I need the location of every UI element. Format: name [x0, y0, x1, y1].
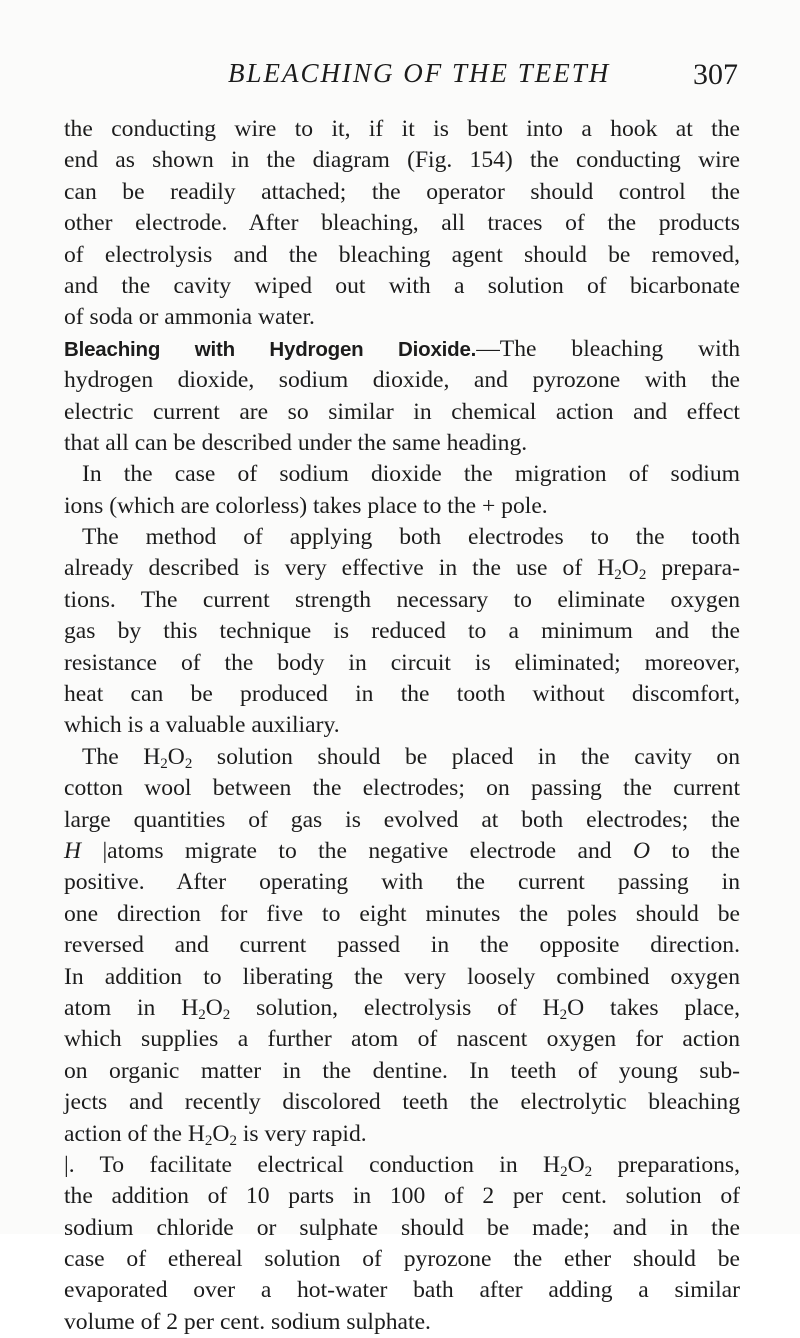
chem-formula-h2o2: $H_2O_2$ — [143, 743, 193, 772]
text-fragment: atom in — [64, 994, 156, 1021]
text-line: positive. After operating with the current passing in — [64, 869, 740, 896]
text-line — [64, 334, 740, 365]
section-heading: Bleaching with Hydrogen Dioxide. — [64, 337, 477, 361]
chem-formula-h2o2: $H_2O_2$ — [597, 555, 647, 584]
text-fragment: takes place, — [610, 994, 741, 1021]
text-line: The method of applying both electrodes to the tooth — [82, 524, 740, 551]
text-line: on organic matter in the dentine. In teeth of young sub- — [64, 1057, 740, 1084]
text-line — [64, 836, 740, 867]
text-line — [64, 1119, 740, 1150]
text-line: tions. The current strength necessary to eliminate oxygen — [64, 586, 740, 613]
text-line: cotton wool between the electrodes; on passing the current — [64, 775, 740, 802]
text-line: heat can be produced in the tooth without discomfort, — [64, 681, 740, 708]
text-line: gas by this technique is reduced to a minimum and the — [64, 618, 740, 645]
text-fragment: solution should be placed in the cavity on — [216, 743, 740, 770]
chem-formula-h2o2: $H_2O_2$ — [187, 1120, 237, 1149]
text-line: reversed and current passed in the opposite direction. — [64, 932, 740, 959]
page-number: 307 — [693, 58, 738, 91]
text-line — [64, 553, 740, 584]
chem-formula-h2o2: $H_2O_2$ — [543, 1151, 593, 1180]
text-line: one direction for five to eight minutes the poles should be — [64, 900, 740, 927]
text-line: hydrogen dioxide, sodium dioxide, and pyrozone with the — [64, 367, 740, 394]
text-line: that all can be described under the same heading. — [64, 429, 528, 456]
text-fragment: is very rapid. — [242, 1120, 367, 1147]
text-fragment: |. To facilitate electrical conduction in — [64, 1151, 518, 1178]
text-line: the addition of 10 parts in 100 of 2 per cent. solution of — [64, 1183, 740, 1210]
text-line — [64, 993, 740, 1024]
text-line: jects and recently discolored teeth the electrolytic bleaching — [64, 1089, 740, 1116]
text-line: of soda or ammonia water. — [64, 304, 315, 331]
text-line: case of ethereal solution of pyrozone the ether should be — [64, 1246, 740, 1273]
text-line: volume of 2 per cent. sodium sulphate. — [64, 1308, 431, 1335]
text-fragment: solution, electrolysis of — [256, 994, 517, 1021]
text-line: sodium chloride or sulphate should be made; and in the — [64, 1214, 740, 1241]
chem-formula-h2o2: $H_2O_2$ — [181, 994, 231, 1023]
text-line: In the case of sodium dioxide the migration of sodium — [82, 461, 740, 488]
text-fragment: to the — [671, 837, 741, 864]
text-line: large quantities of gas is evolved at both electrodes; the — [64, 806, 740, 833]
text-fragment: O — [632, 837, 651, 864]
text-line: end as shown in the diagram (Fig. 154) the conducting wire — [64, 147, 740, 174]
text-line — [64, 742, 740, 773]
text-fragment: action of the — [64, 1120, 182, 1147]
text-line: can be readily attached; the operator should control the — [64, 178, 740, 205]
page-header — [228, 58, 738, 102]
text-fragment: —The bleaching with — [476, 335, 740, 362]
text-fragment: already described is very effective in the use of — [64, 555, 583, 582]
text-fragment: The — [82, 743, 119, 770]
text-line: electric current are so similar in chemical action and effect — [64, 398, 740, 425]
text-line: the conducting wire to it, if it is bent into a hook at the — [64, 116, 740, 142]
text-line: and the cavity wiped out with a solution of bicarbonate — [64, 272, 740, 299]
text-line: ions (which are colorless) takes place to the + pole. — [64, 492, 548, 519]
chem-formula-h2o: $H_2O$ — [542, 994, 585, 1023]
text-fragment: H — [64, 837, 82, 864]
running-title: BLEACHING OF THE TEETH — [228, 58, 611, 88]
text-fragment: preparations, — [617, 1151, 740, 1178]
text-line: other electrode. After bleaching, all traces of the products — [64, 210, 740, 237]
text-line: In addition to liberating the very loosely combined oxygen — [64, 963, 740, 990]
text-line: evaporated over a hot-water bath after adding a similar — [64, 1277, 740, 1304]
body-text — [64, 114, 740, 1338]
text-line: resistance of the body in circuit is eliminated; moreover, — [64, 649, 740, 676]
text-line — [64, 1150, 740, 1181]
text-fragment: prepara- — [661, 555, 740, 582]
text-line: which is a valuable auxiliary. — [64, 712, 340, 739]
text-line: which supplies a further atom of nascent oxygen for action — [64, 1026, 740, 1053]
text-fragment: |atoms migrate to the negative electrode and — [102, 837, 612, 864]
text-line: of electrolysis and the bleaching agent should be removed, — [64, 241, 740, 268]
